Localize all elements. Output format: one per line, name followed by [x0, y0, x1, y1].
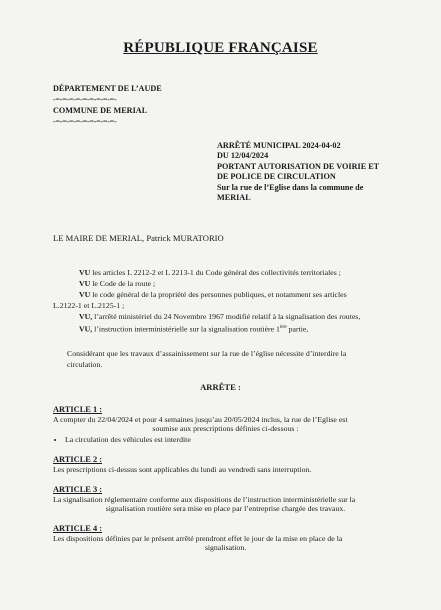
arrete-reference-block [217, 141, 417, 203]
commune-label: COMMUNE DE MERIAL [53, 106, 148, 115]
article-3: ARTICLE 3 : La signalisation réglementaire conforme aux dispositions de l’instruction interministérielle sur la signalisation routière sera mise en place par l’entreprise chargée des travaux. [53, 485, 398, 514]
visa-line: VU le code général de la propriété des personnes publiques, et notamment ses articles [79, 290, 347, 299]
prescription-list [53, 435, 398, 445]
arrete-subject-line: MERIAL [217, 193, 251, 203]
arrete-subject-line: Sur la rue de l’Eglise dans la commune de [217, 182, 364, 192]
arrete-number: ARRÊTÉ MUNICIPAL 2024-04-02 [217, 141, 341, 150]
department-label: DÉPARTEMENT DE L’AUDE [53, 84, 162, 93]
article-heading: ARTICLE 2 : [53, 455, 103, 464]
article-2: ARTICLE 2 : Les prescriptions ci-dessus sont applicables du lundi au vendredi sans interruption. [53, 455, 398, 474]
arrete-subject-line: DE POLICE DE CIRCULATION [217, 172, 336, 182]
arrete-date: DU 12/04/2024 [217, 151, 269, 161]
visas-block [53, 267, 393, 335]
visa-line: VU le Code de la route ; [79, 279, 156, 288]
article-4: ARTICLE 4 : Les dispositions définies par le présent arrêté prendront effet le jour de la mise en place de la signalisation. [53, 524, 398, 553]
visa-line: VU, l’arrêté ministériel du 24 Novembre 1967 modifié relatif à la signalisation des routes, [79, 312, 361, 321]
separator-dashes: -=-=-=-=-=-=-=-=-=- [53, 95, 117, 104]
separator-dashes: -=-=-=-=-=-=-=-=-=- [53, 117, 117, 126]
considerant-paragraph: Considérant que les travaux d’assainissement sur la rue de l’église nécessite d’interdire la circulation. [67, 349, 347, 369]
arrete-heading: ARRÊTE : [200, 382, 241, 392]
visa-line-continued: L.2122-1 et L.2125-1 ; [53, 301, 125, 310]
arrete-subject-line: PORTANT AUTORISATION DE VOIRIE ET [217, 161, 380, 171]
mayor-line: LE MAIRE DE MERIAL, Patrick MURATORIO [53, 233, 224, 243]
visa-line: VU les articles L 2212-2 et L 2213-1 du Code général des collectivités territoriales ; [79, 268, 341, 277]
article-heading: ARTICLE 4 : [53, 524, 103, 533]
list-item: • La circulation des véhicules est interdite [65, 435, 398, 445]
article-heading: ARTICLE 3 : [53, 485, 103, 494]
article-heading: ARTICLE 1 : [53, 405, 103, 414]
document-title: RÉPUBLIQUE FRANÇAISE [123, 40, 318, 56]
article-1: ARTICLE 1 : A compter du 22/04/2024 et pour 4 semaines jusqu’au 20/05/2024 inclus, la rue de l’Eglise est soumise aux prescriptions définies ci-dessous : • La circulation des véhicules est interdite [53, 405, 398, 444]
visa-line: VU, l’instruction interministérielle sur la signalisation routière 1ère partie, [79, 324, 309, 334]
